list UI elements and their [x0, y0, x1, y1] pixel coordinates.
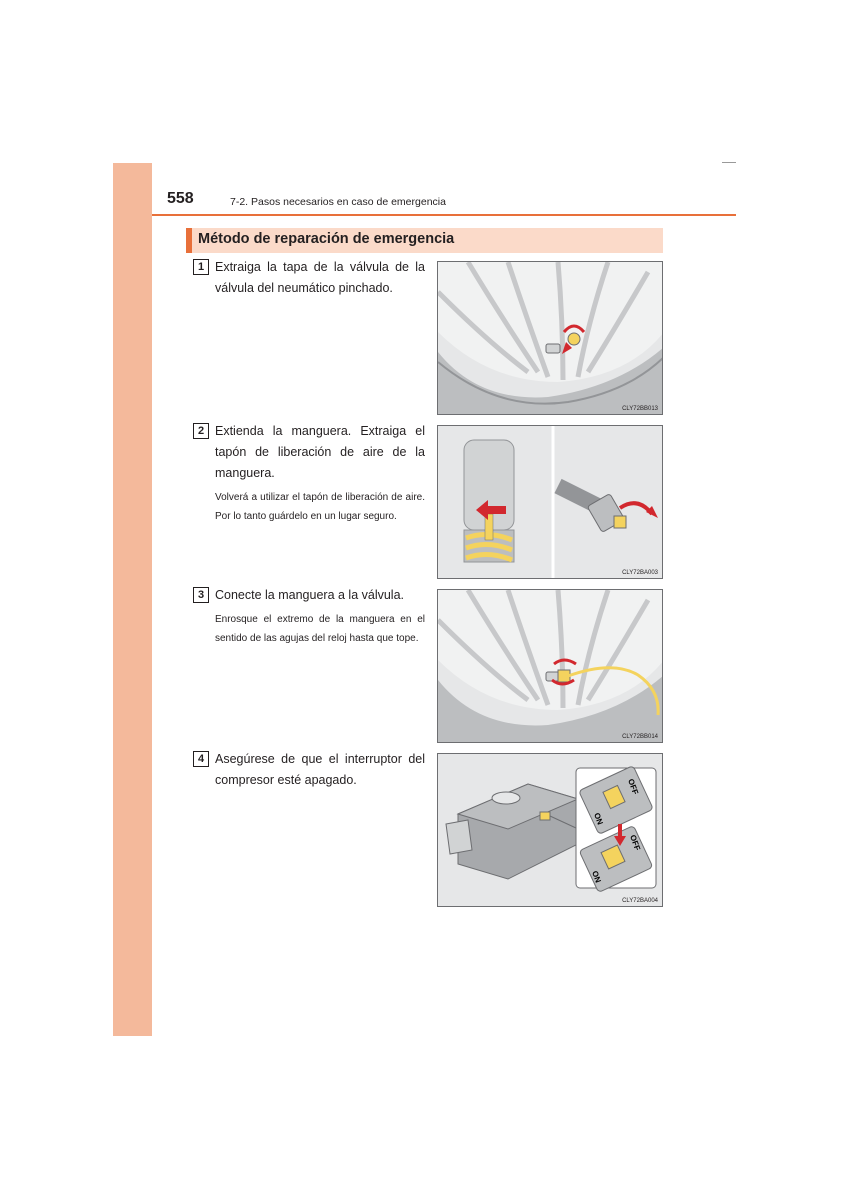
switch-label-on-top: ON: [592, 811, 605, 826]
section-path: 7-2. Pasos necesarios en caso de emergencia: [230, 196, 446, 208]
section-title: Método de reparación de emergencia: [198, 231, 455, 247]
tire-valve-cap-icon: [438, 262, 663, 415]
chapter-sidebar-tab: [113, 163, 152, 1036]
hose-release-cap-icon: [438, 426, 663, 579]
switch-label-on-bottom: ON: [590, 869, 603, 884]
step-4-figure: [437, 753, 663, 907]
step-3-number: 3: [193, 587, 209, 603]
step-2-figure: [437, 425, 663, 579]
page-number: 558: [167, 190, 194, 207]
step-1-figure-code: CLY72BB013: [622, 406, 658, 412]
step-1-figure: [437, 261, 663, 415]
step-3-figure: [437, 589, 663, 743]
step-1-number: 1: [193, 259, 209, 275]
step-3-figure-code: CLY72BB014: [622, 734, 658, 740]
header-rule: [152, 214, 736, 216]
corner-mark: [722, 162, 736, 163]
step-3-note: Enrosque el extremo de la manguera en el sentido de las agujas del reloj hasta que tope.: [215, 614, 425, 644]
step-4-number: 4: [193, 751, 209, 767]
step-4-text: Asegúrese de que el interruptor del compresor esté apagado.: [215, 752, 425, 787]
step-2-text: Extienda la manguera. Extraiga el tapón de liberación de aire de la manguera.: [215, 424, 425, 480]
step-4-figure-code: CLY72BA004: [622, 898, 658, 904]
step-1-text: Extraiga la tapa de la válvula de la válvula del neumático pinchado.: [215, 260, 425, 295]
switch-label-off-top: OFF: [626, 777, 641, 796]
step-3-text: Conecte la manguera a la válvula.: [215, 588, 405, 602]
step-2-figure-code: CLY72BA003: [622, 570, 658, 576]
switch-label-off-bottom: OFF: [628, 833, 643, 852]
section-title-accent: [186, 228, 192, 253]
hose-to-valve-icon: [438, 590, 663, 743]
compressor-switch-icon: [438, 754, 663, 907]
step-2-note: Volverá a utilizar el tapón de liberación de aire. Por lo tanto guárdelo en un lugar seguro.: [215, 492, 425, 522]
step-2-number: 2: [193, 423, 209, 439]
